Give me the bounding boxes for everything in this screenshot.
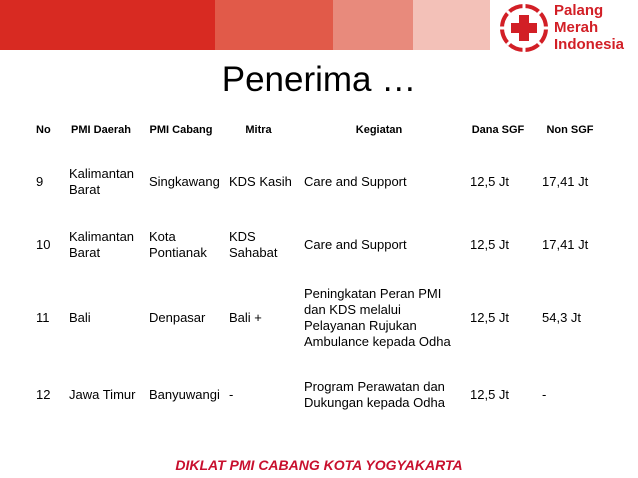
pmi-logo [490,0,638,56]
cell-mitra: KDS Kasih [229,173,292,189]
banner-segment [413,0,490,50]
table-row [31,276,606,360]
logo-text-line3: Indonesia [554,36,625,53]
header-pmi-daerah: PMI Daerah [71,124,131,136]
cell-kegiatan: Care and Support [304,236,407,252]
cell-dana-sgf: 12,5 Jt [470,387,510,402]
banner-segment [215,0,333,50]
red-cross-icon [498,3,550,53]
header-non-sgf: Non SGF [546,124,594,136]
recipients-table [31,110,606,430]
footer-text: DIKLAT PMI CABANG KOTA YOGYAKARTA [175,457,463,473]
cell-pmi-cabang: Kota Pontianak [149,228,207,260]
page-title: Penerima … [221,60,417,99]
header-banner [0,0,490,50]
header-kegiatan: Kegiatan [355,124,403,136]
header-dana-sgf: Dana SGF [471,124,525,136]
cell-no: 10 [36,236,51,252]
header-no: No [36,124,51,136]
cell-pmi-daerah: Kalimantan Barat [69,228,135,260]
cell-pmi-daerah: Jawa Timur [69,387,136,402]
cell-pmi-cabang: Singkawang [149,173,220,189]
table-header-row [31,110,606,150]
cell-non-sgf: - [542,387,547,402]
cell-kegiatan: Program Perawatan dan Dukungan kepada Odha [304,379,445,410]
cell-dana-sgf: 12,5 Jt [470,173,510,189]
cell-pmi-cabang: Denpasar [149,310,206,325]
table-row [31,213,606,276]
cell-mitra: Bali + [229,310,262,325]
logo-text-line2: Merah [554,19,599,36]
logo-text-line1: Palang [554,2,604,19]
table-row [31,360,606,430]
header-pmi-cabang: PMI Cabang [149,124,213,136]
cell-non-sgf: 54,3 Jt [542,310,582,325]
cell-mitra: KDS Sahabat [229,228,278,260]
cell-pmi-cabang: Banyuwangi [149,387,220,402]
banner-segment [0,0,215,50]
cell-kegiatan: Care and Support [304,173,407,189]
cell-no: 11 [36,310,50,325]
cell-non-sgf: 17,41 Jt [542,173,589,189]
cell-no: 12 [36,387,51,402]
header-mitra: Mitra [245,124,272,136]
cell-pmi-daerah: Bali [69,310,91,325]
cell-dana-sgf: 12,5 Jt [470,236,510,252]
cell-dana-sgf: 12,5 Jt [470,310,510,325]
cell-non-sgf: 17,41 Jt [542,236,589,252]
cell-mitra: - [229,387,234,402]
banner-segment [333,0,413,50]
cell-pmi-daerah: Kalimantan Barat [69,165,135,197]
table-row [31,150,606,213]
cell-no: 9 [36,173,44,189]
cell-kegiatan: Peningkatan Peran PMI dan KDS melalui Pelayanan Rujukan Ambulance kepada Odha [304,286,451,349]
